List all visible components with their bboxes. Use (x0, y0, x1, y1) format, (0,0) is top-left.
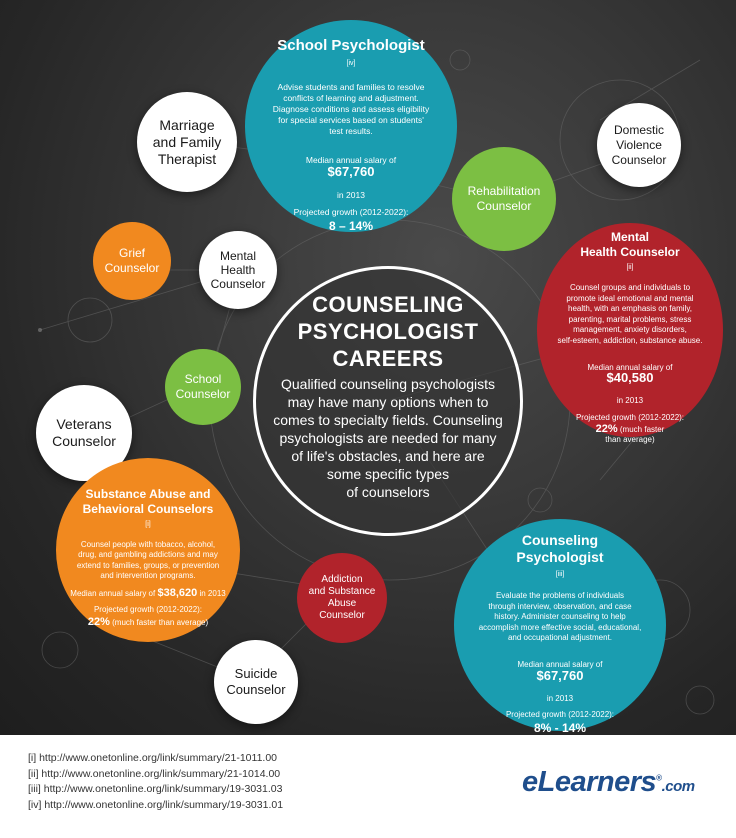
mental-health-counselor-description: Counsel groups and individuals to promote ideal emotional and mental health, with an emphasis on family, parenting, marital problems, stress management, anxiety disorders, self-esteem, addiction, substance abuse. (557, 283, 703, 345)
center-title: COUNSELING PSYCHOLOGIST CAREERS (297, 292, 479, 371)
mental-health-counselor-salary: $40,580 (606, 370, 654, 386)
veterans-counselor-label: Veterans Counselor (52, 416, 116, 449)
logo-name: eLearners (522, 766, 657, 798)
school-psychologist-salary: $67,760 (327, 164, 375, 179)
salary-label: Median annual salary of (517, 660, 603, 670)
elearners-logo (522, 766, 695, 799)
counseling-psychologist-circle (454, 519, 666, 735)
domestic-violence-counselor-circle (597, 103, 681, 187)
reference-i: [i] (145, 520, 151, 528)
substance-abuse-counselors-description: Counsel people with tobacco, alcohol, drug, and gambling addictions and may extend to families, groups, or prevention and intervention programs. (76, 539, 220, 581)
suicide-counselor-circle (214, 640, 298, 724)
substance-abuse-counselors-title: Substance Abuse and Behavioral Counselors (82, 486, 214, 516)
salary-year: in 2013 (337, 190, 365, 200)
growth-label: Projected growth (2012-2022): (505, 710, 615, 720)
reference-iii: [iii] (555, 570, 565, 578)
mental-health-counselor-circle (537, 223, 723, 444)
salary-year: in 2013 (546, 693, 574, 703)
grief-counselor-label: Grief Counselor (104, 246, 160, 275)
addiction-substance-abuse-counselor-circle (297, 553, 387, 643)
mental-health-counselor-growth: 22% (595, 422, 618, 435)
salary-year: in 2013 (199, 588, 226, 598)
marriage-family-therapist-circle (137, 92, 237, 192)
school-psychologist-title: School Psychologist (277, 37, 425, 54)
reference-iv: [iv] (346, 60, 356, 67)
school-psychologist-description: Advise students and families to resolve conflicts of learning and adjustment. Diagnose conditions and assess eligibility for special services based on students' test results. (272, 82, 430, 136)
school-counselor-circle (165, 349, 241, 425)
source-link[interactable]: [ii] http://www.onetonline.org/link/summary/21-1014.00 (28, 767, 281, 780)
mental-health-counselor-title: Mental Health Counselor (580, 230, 680, 260)
substance-abuse-counselors-growth: 22% (87, 616, 110, 629)
substance-abuse-counselors-circle (56, 458, 240, 642)
school-counselor-label: School Counselor (175, 372, 231, 401)
rehabilitation-counselor-circle (452, 147, 556, 251)
center-body: Qualified counseling psychologists may have many options when to comes to specialty fields. Counseling psychologists are needed for many of life's obstacles, and here are some specific types of counselors (273, 376, 503, 500)
source-link[interactable]: [i] http://www.onetonline.org/link/summary/21-1011.00 (28, 752, 278, 764)
sources-list (28, 751, 283, 813)
salary-year: in 2013 (616, 396, 644, 406)
center-circle (253, 266, 523, 536)
salary-label: Median annual salary of (70, 588, 156, 598)
addiction-substance-abuse-counselor-label: Addiction and Substance Abuse Counselor (308, 574, 376, 621)
mental-health-counselor-small-label: Mental Health Counselor (210, 249, 266, 291)
counseling-psychologist-title: Counseling Psychologist (516, 531, 604, 565)
rehabilitation-counselor-label: Rehabilitation Counselor (467, 184, 541, 213)
counseling-psychologist-salary: $67,760 (536, 667, 584, 683)
domestic-violence-counselor-label: Domestic Violence Counselor (611, 122, 667, 167)
logo-registered-mark: ® (656, 773, 662, 783)
growth-label: Projected growth (2012-2022): (93, 605, 203, 615)
school-psychologist-circle (245, 20, 457, 232)
source-link[interactable]: [iv] http://www.onetonline.org/link/summary/19-3031.01 (28, 798, 284, 811)
counseling-psychologist-growth: 8% - 14% (533, 721, 587, 735)
growth-label: Projected growth (2012-2022): (575, 412, 685, 422)
growth-label: Projected growth (2012-2022): (293, 207, 409, 217)
salary-label: Median annual salary of (305, 155, 397, 165)
growth-note: (much faster than average) (112, 618, 209, 628)
substance-abuse-counselors-salary: $38,620 (157, 586, 198, 599)
marriage-family-therapist-label: Marriage and Family Therapist (152, 116, 222, 167)
source-link[interactable]: [iii] http://www.onetonline.org/link/summary/19-3031.03 (28, 783, 283, 795)
logo-domain: .com (661, 778, 695, 795)
school-psychologist-growth: 8 – 14% (328, 219, 374, 233)
growth-note: (much faster than average) (605, 424, 665, 444)
salary-label: Median annual salary of (587, 362, 673, 372)
reference-ii: [ii] (626, 264, 634, 272)
suicide-counselor-label: Suicide Counselor (226, 666, 286, 697)
grief-counselor-circle (93, 222, 171, 300)
counseling-psychologist-description: Evaluate the problems of individuals through interview, observation, and case history. Administer counseling to help accomplish more effective social, educational, and occupational adjustment. (478, 591, 642, 643)
